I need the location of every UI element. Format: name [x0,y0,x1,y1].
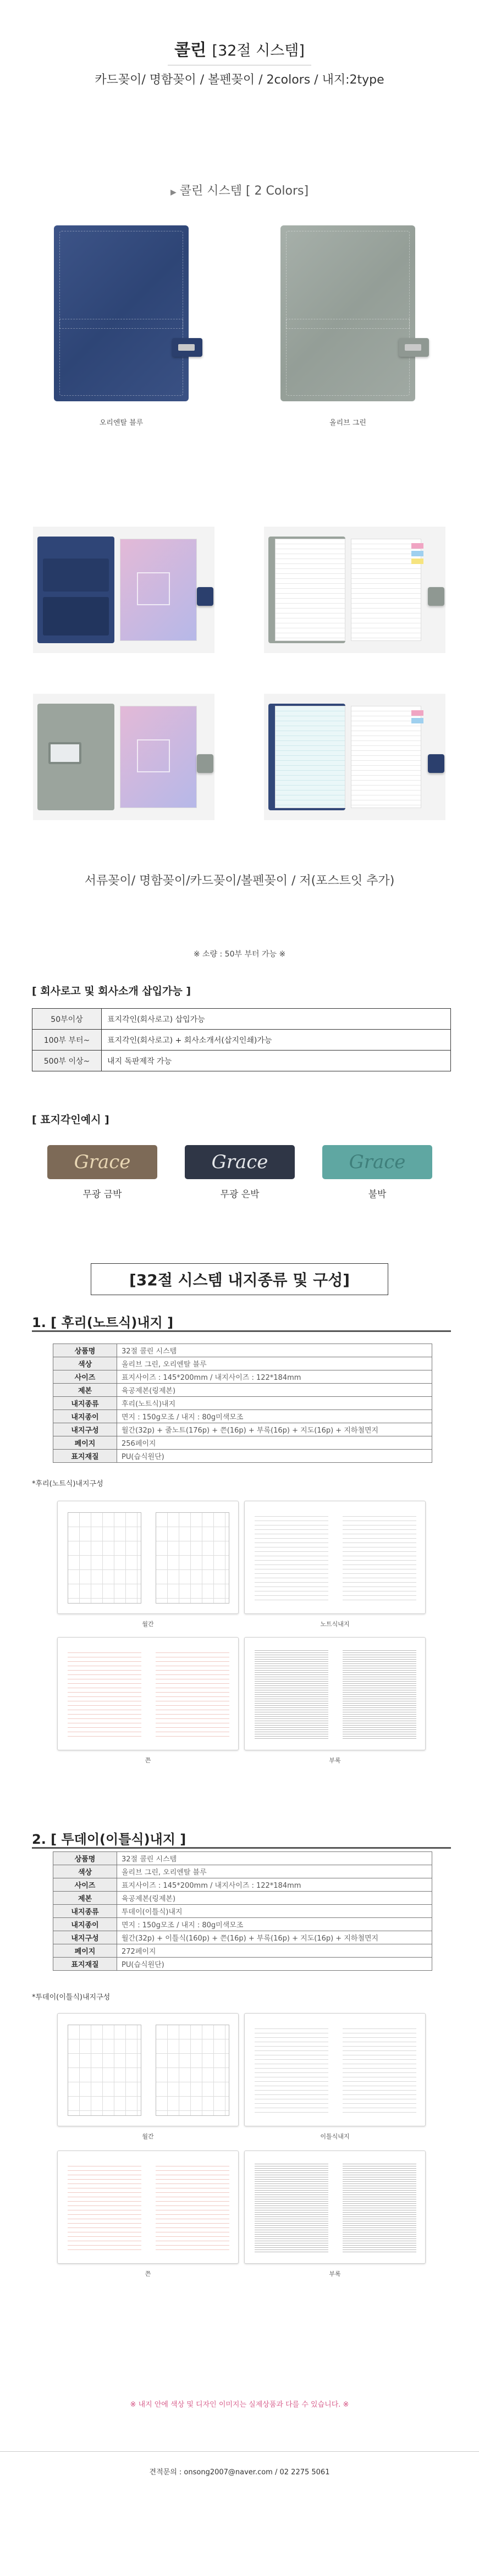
sheet-page [152,2021,233,2119]
spec-key: 상품명 [53,1344,117,1357]
planner-blue-closed [54,225,189,401]
pink-lines [68,1649,141,1740]
planner-divider-page [120,539,197,641]
sheet-label: 부록 [329,1757,341,1764]
option-value: 표지각인(회사로고) + 회사소개서(삽지인쇄)가능 [102,1030,451,1051]
sheet-label: 노트식내지 [320,1621,350,1628]
spec-value: 육공제본(링제본) [117,1892,432,1905]
sheet-label: 쯘 [145,1757,151,1764]
sheet-page [64,1509,145,1607]
spec-key: 표지재질 [53,1450,117,1463]
page-subtitle: 카드꽂이/ 명함꽂이 / 볼펜꽂이 / 2colors / 내지:2type [95,73,384,87]
table-row [53,1865,432,1878]
spec-key: 색상 [53,1357,117,1370]
spec-value: 월간(32p) + 줄노트(176p) + 쯘(16p) + 부록(16p) + 지도(16p) + 지하철면지 [117,1423,432,1436]
option-key: 100부 부터~ [32,1030,102,1051]
cover-band [286,319,410,329]
sheet-monthly [57,1501,239,1614]
text-columns [255,2162,328,2253]
page-title [0,36,479,60]
cover-stitching [59,231,183,396]
cover-strap [428,754,444,773]
text-columns [343,1649,416,1740]
cover-strap [428,587,444,606]
spec-value: 표지사이즈 : 145*200mm / 내지사이즈 : 122*184mm [117,1878,432,1892]
spec-value: 육공제본(링제본) [117,1384,432,1397]
sheet-page [339,2159,420,2257]
spec-key: 사이즈 [53,1370,117,1384]
sheet-label: 월간 [142,2133,154,2140]
table-row [53,1357,432,1370]
type2-divider [32,1847,451,1849]
sheet-appendix [244,2151,426,2264]
colors-heading [0,181,479,198]
spec-value: 투데이(이틀식)내지 [117,1905,432,1918]
sheet-label: 부록 [329,2270,341,2278]
sample-section-heading: [ 표지각인예시 ] [32,1114,109,1126]
triangle-icon: ▶ [170,188,177,197]
spec-key: 상품명 [53,1852,117,1865]
table-row [53,1878,432,1892]
planner-page-right [351,706,421,808]
sample-gold-foil: Grace [47,1145,157,1179]
cover-strap [197,587,213,606]
sheet-zzeun [57,1637,239,1750]
spec-value: 32절 콜린 시스템 [117,1852,432,1865]
spec-key: 내지종류 [53,1397,117,1410]
sample-silver-foil: Grace [185,1145,295,1179]
ruled-lines [343,2025,416,2116]
sheet-zzeun [57,2151,239,2264]
sheet-page [339,2021,420,2119]
logo-options-table [32,1008,451,1071]
option-value: 내지 독판제작 가능 [102,1051,451,1071]
ruled-lines [255,1512,328,1604]
sheet-appendix [244,1637,426,1750]
planner-page-right [351,539,421,641]
sheet-page [339,1509,420,1607]
pink-lines [156,1649,229,1740]
spec-value: 표지사이즈 : 145*200mm / 내지사이즈 : 122*184mm [117,1370,432,1384]
product-label-green: 올리브 그린 [329,419,366,427]
spec-value: PU(습식원단) [117,1450,432,1463]
inside-cover-left [37,537,114,643]
sample-label: 불박 [368,1189,387,1200]
spec-key: 페이지 [53,1944,117,1958]
option-value: 표지각인(회사로고) 삽입가능 [102,1009,451,1030]
spec-key: 제본 [53,1384,117,1397]
type1-divider [32,1330,451,1332]
divider-decoration [137,739,170,772]
table-row [53,1958,432,1971]
text-columns [343,2162,416,2253]
spec-value: 면지 : 150g모조 / 내지 : 80g미색모조 [117,1410,432,1423]
document-pocket [43,597,109,635]
option-key: 500부 이상~ [32,1051,102,1071]
sheet-label: 이틀식내지 [320,2133,350,2140]
type1-heading: 1. [ 후리(노트식)내지 ] [32,1315,174,1330]
calendar-grid [68,1512,141,1604]
spec-key: 사이즈 [53,1878,117,1892]
sheet-label: 월간 [142,1621,154,1628]
min-order-notice: ※ 소량 : 50부 부터 가능 ※ [193,950,286,959]
type2-heading: 2. [ 투데이(이틀식)내지 ] [32,1832,186,1847]
table-row [53,1944,432,1958]
spec-value: 면지 : 150g모조 / 내지 : 80g미색모조 [117,1918,432,1931]
sheet-two-day [244,2013,426,2126]
spec-key: 내지구성 [53,1931,117,1944]
table-row [32,1030,451,1051]
table-row [53,1905,432,1918]
type1-spec-table [53,1344,432,1463]
open-view-blue-1 [33,527,214,653]
spec-value: PU(습식원단) [117,1958,432,1971]
sample-label: 무광 금박 [82,1189,122,1200]
spec-value: 32절 콜린 시스템 [117,1344,432,1357]
sheet-page [251,1509,332,1607]
strap-clasp [178,344,195,351]
card-pocket [43,559,109,592]
planner-page-left [275,539,345,641]
strap-clasp [405,344,421,351]
cover-stitching [286,231,410,396]
spec-key: 내지종이 [53,1410,117,1423]
table-row [53,1436,432,1450]
table-row [53,1918,432,1931]
pink-lines [68,2162,141,2253]
spec-key: 표지재질 [53,1958,117,1971]
type2-composition-heading: *투데이(이틀식)내지구성 [32,1993,111,2002]
table-row [53,1931,432,1944]
table-row [53,1370,432,1384]
table-row [32,1051,451,1071]
sheet-label: 쯘 [145,2270,151,2278]
table-row [53,1852,432,1865]
planner-green-closed [280,225,415,401]
cover-strap [197,754,213,773]
open-view-green-2 [33,694,214,820]
card-window [48,742,81,764]
product-label-blue: 오리엔탈 블루 [99,419,144,427]
open-view-green-1 [264,527,445,653]
table-row [53,1410,432,1423]
table-row [32,1009,451,1030]
spec-value: 후리(노트식)내지 [117,1397,432,1410]
option-key: 50부이상 [32,1009,102,1030]
calendar-grid [156,2025,229,2116]
inside-cover-left [37,704,114,810]
sticky-note-blue [411,551,423,556]
footer-divider [0,2451,479,2452]
divider-decoration [137,572,170,605]
type1-composition-heading: *후리(노트식)내지구성 [32,1480,103,1488]
calendar-grid [156,1512,229,1604]
disclaimer-note: ※ 내지 안에 색상 및 디자인 이미지는 실제상품과 다를 수 있습니다. ※ [130,2401,349,2409]
spec-key: 색상 [53,1865,117,1878]
type2-spec-table [53,1851,432,1971]
title-main: 콜린 [174,41,207,60]
spec-value: 월간(32p) + 이틀식(160p) + 쯘(16p) + 부록(16p) + 지도(16p) + 지하철면지 [117,1931,432,1944]
spec-key: 페이지 [53,1436,117,1450]
sheet-page [152,1645,233,1743]
ruled-lines [255,2025,328,2116]
sheet-page [339,1645,420,1743]
spec-key: 내지구성 [53,1423,117,1436]
contact-info: 견적문의 : onsong2007@naver.com / 02 2275 5061 [149,2468,330,2477]
inner-pages-title: [32절 시스템 내지종류 및 구성] [91,1263,388,1295]
table-row [53,1384,432,1397]
spec-key: 제본 [53,1892,117,1905]
table-row [53,1344,432,1357]
spec-value: 256페이지 [117,1436,432,1450]
sticky-note-pink [411,710,423,716]
sticky-note-blue [411,718,423,723]
spec-value: 올리브 그린, 오리엔탈 블루 [117,1865,432,1878]
table-row [53,1397,432,1410]
table-row [53,1423,432,1436]
sticky-note-yellow [411,559,423,564]
sheet-page [64,2021,145,2119]
sheet-page [64,1645,145,1743]
title-sub: [32절 시스템] [212,42,305,59]
spec-value: 올리브 그린, 오리엔탈 블루 [117,1357,432,1370]
sticky-note-pink [411,543,423,549]
open-view-blue-2 [264,694,445,820]
logo-section-heading: [ 회사로고 및 회사소개 삽입가능 ] [32,985,191,997]
sample-label: 무광 은박 [220,1189,260,1200]
text-columns [255,1649,328,1740]
sheet-monthly [57,2013,239,2126]
spec-key: 내지종류 [53,1905,117,1918]
sheet-page [251,1645,332,1743]
table-row [53,1892,432,1905]
sheet-page [251,2021,332,2119]
calendar-grid [68,2025,141,2116]
sheet-page [64,2159,145,2257]
spec-key: 내지종이 [53,1918,117,1931]
cover-band [59,319,183,329]
ruled-lines [343,1512,416,1604]
planner-page-left [275,706,345,808]
spec-value: 272페이지 [117,1944,432,1958]
sheet-page [152,2159,233,2257]
table-row [53,1450,432,1463]
planner-divider-page [120,706,197,808]
sheet-note [244,1501,426,1614]
sheet-page [152,1509,233,1607]
pink-lines [156,2162,229,2253]
sample-blind-deboss: Grace [322,1145,432,1179]
colors-heading-text: 콜린 시스템 [ 2 Colors] [179,184,309,198]
sheet-page [251,2159,332,2257]
feature-text: 서류꽂이/ 명함꽂이/카드꽂이/볼펜꽂이 / 저(포스트잇 추가) [84,874,395,888]
